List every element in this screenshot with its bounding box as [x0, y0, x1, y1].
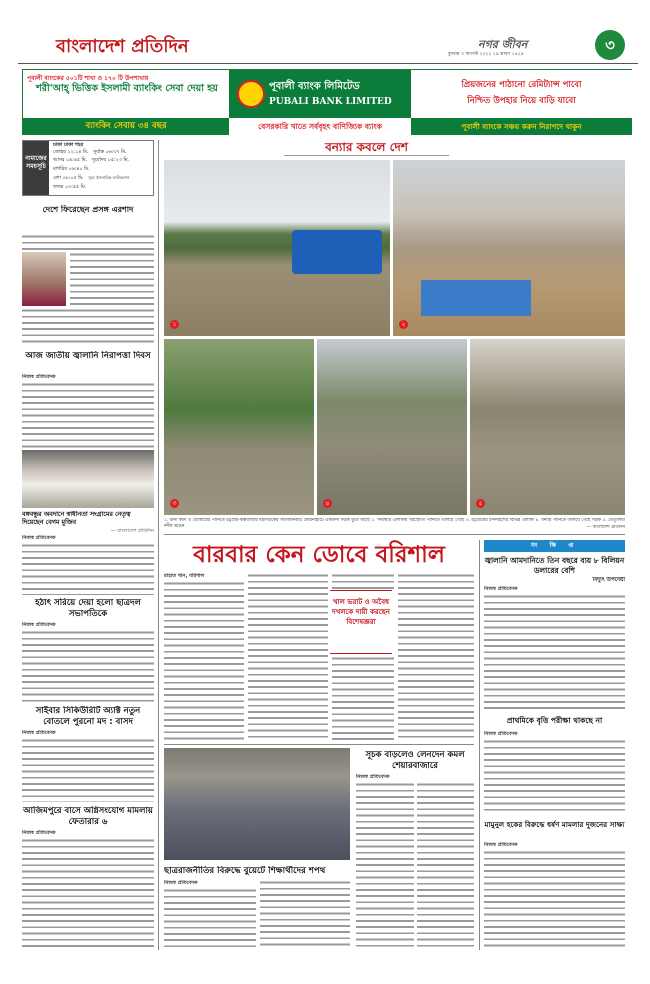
- briefs-letter: সং: [530, 542, 543, 549]
- barishal-col-1: [164, 581, 244, 741]
- prayer-time: ০৬:৪০ মি.: [68, 166, 90, 172]
- story-body: [22, 543, 154, 595]
- ad-left-panel: [23, 70, 229, 118]
- story-portrait: [22, 252, 66, 306]
- story-body: [22, 382, 154, 448]
- prayer-time: ০৮:০৫ মি.: [62, 176, 84, 182]
- roof-shape: [421, 280, 531, 316]
- flood-photo-3[interactable]: [164, 339, 314, 515]
- students-dateline: নিজস্ব প্রতিবেদক: [164, 880, 198, 886]
- prayer-times-box: [22, 140, 154, 196]
- prayer-row: [53, 166, 153, 174]
- prayer-rows: [53, 149, 153, 192]
- flood-photo-5[interactable]: [470, 339, 625, 515]
- prayer-source: সূত্র: ইসলামিক ফাউন্ডেশন: [88, 175, 130, 181]
- students-headline[interactable]: ছাত্ররাজনীতির বিরুদ্ধে বুয়েটে শিক্ষার্থীদের শপথ: [164, 866, 326, 876]
- share-dateline: নিজস্ব প্রতিবেদক: [356, 774, 390, 780]
- flood-photo-1[interactable]: [164, 160, 390, 336]
- briefs-letter: ক্ষি: [549, 542, 562, 549]
- prayer-title: নামাজের সময়সূচি: [23, 141, 49, 195]
- brief-headline[interactable]: মামুনুল হকের বিরুদ্ধে ধর্ষণ মামলার দুজনের সাক্ষ্য: [484, 820, 625, 829]
- story-dateline: নিজস্ব প্রতিবেদক: [22, 535, 56, 541]
- brief-dateline: নিজস্ব প্রতিবেদক: [484, 586, 518, 592]
- photo-number: ১: [170, 320, 179, 329]
- flood-title-box: [284, 138, 449, 156]
- masthead-rule: [18, 63, 638, 64]
- flood-title: বন্যার কবলে দেশ: [325, 140, 408, 154]
- story-body: [22, 308, 154, 346]
- page-number: ৩: [605, 36, 615, 54]
- brief-headline[interactable]: জ্বালানি আমদানিতে তিন বছরে ব্যয় ৮ বিলিয়ন ডলারের বেশি: [484, 556, 625, 575]
- barishal-col-3b: [332, 656, 394, 741]
- ad-right-panel: [411, 70, 632, 118]
- prayer-time: ১২:১৪ মি.: [67, 150, 89, 155]
- flood-photo-2[interactable]: [393, 160, 625, 336]
- prayer-extra-time: ০৫:২৩ মি.: [107, 158, 129, 164]
- barishal-col-4: [398, 573, 474, 741]
- prayer-name: জোহর: [53, 150, 66, 155]
- ad-right-top: প্রিয়জনের পাঠানো রেমিট্যান্স পাবো: [461, 80, 582, 90]
- column-divider: [479, 540, 480, 950]
- ad-center-panel: [229, 70, 411, 118]
- story-dateline: নিজস্ব প্রতিবেদক: [22, 730, 56, 736]
- section-rule: [164, 744, 474, 745]
- briefs-letter: প্ত: [568, 542, 579, 549]
- story-headline[interactable]: আজ জাতীয় জ্বালানি নিরাপত্তা দিবস: [25, 351, 151, 361]
- section-name: নগর জীবন: [478, 38, 528, 51]
- barishal-pullquote-box: [330, 590, 392, 654]
- story-dateline: নিজস্ব প্রতিবেদক: [22, 622, 56, 628]
- photo-number: ২: [399, 320, 408, 329]
- story-body: [70, 252, 154, 306]
- story-dateline: নিজস্ব প্রতিবেদক: [22, 830, 56, 836]
- students-body: [164, 888, 256, 950]
- story-headline[interactable]: দেশে ফিরেছেন প্রসঙ্গ এরশাদ: [42, 205, 134, 214]
- briefs-letters: [484, 540, 625, 552]
- story-body: [22, 738, 154, 802]
- ad-left-bottom: ব্যাংকিং সেবায় ৩৪ বছর: [23, 118, 229, 135]
- prayer-time: ০৪:৪৫ মি.: [65, 158, 88, 164]
- share-body: [417, 782, 474, 950]
- story-photo: [22, 450, 154, 508]
- barishal-pullquote: খাল ভরাট ও অবৈধ দখলকে দায়ী করছেন বিশেষজ্ঞরা: [332, 598, 390, 626]
- ad-brand-bn: পূবালী ব্যাংক লিমিটেড: [269, 81, 360, 92]
- students-photo[interactable]: [164, 748, 350, 860]
- ad-right-mid: নিশ্চিত উপহার নিয়ে বাড়ি যাবো: [467, 96, 576, 106]
- prayer-subtitle: ঢাকা ঢাকা শহর: [53, 142, 84, 148]
- barishal-dateline: রাহাত খান, বরিশাল: [164, 573, 205, 579]
- photo-number: ৩: [170, 499, 179, 508]
- story-headline[interactable]: বঙ্গবন্ধুর অবদানে স্বাধীনতা সংগ্রামের নেতৃত্ব দিয়েছেন বেগম মুজিব: [22, 511, 131, 526]
- masthead-logo[interactable]: বাংলাদেশ প্রতিদিন: [56, 36, 189, 57]
- prayer-time: ০৩:৫৫ মি.: [64, 184, 87, 190]
- brief-dateline: নিজস্ব প্রতিবেদক: [484, 842, 518, 848]
- prayer-name: আসর: [53, 158, 65, 164]
- story-dateline: নিজস্ব প্রতিবেদক: [22, 374, 56, 380]
- prayer-extra: সূর্যাস্ত: [93, 150, 104, 155]
- story-headline[interactable]: আজিমপুরে বাসে অগ্নিসংযোগ মামলায় ফেতারার ৬: [23, 806, 153, 827]
- brief-body: [484, 739, 625, 813]
- story-body: [22, 234, 154, 250]
- prayer-name: মাগরিব: [53, 166, 67, 172]
- ad-left-mid: শরী'আহ্ ভিত্তিক ইসলামী ব্যাংকিং সেবা দেয়া হয়: [36, 83, 218, 94]
- ad-right-bottom: পূবালী ব্যাংকে সঞ্চয় করুন নিরাপদে থাকুন: [411, 118, 632, 135]
- story-body: [22, 630, 154, 704]
- barishal-headline[interactable]: বারবার কেন ডোবে বরিশাল: [193, 542, 445, 568]
- story-headline[interactable]: সাইবার সিকিউরিটি অ্যাক্ট নতুন বোতলে পুরনো মদ : বাসদ: [35, 706, 141, 727]
- brief-dateline: নিজস্ব প্রতিবেদক: [484, 731, 518, 737]
- ad-left-top: পূবালী ব্যাংকের ৫০১টি শাখা ও ১৭০ টি উপশাখায়: [27, 75, 149, 82]
- page-number-badge: [595, 30, 625, 60]
- photo-number: ৫: [476, 499, 485, 508]
- prayer-name: ফজর: [53, 184, 64, 190]
- brief-body: [484, 850, 625, 950]
- story-headline[interactable]: হঠাৎ সরিয়ে দেয়া হলো ছাত্রদল সভাপতিকে: [35, 598, 141, 619]
- prayer-name: এশা: [53, 176, 61, 182]
- pubali-logo-icon: [237, 80, 265, 108]
- flood-photo-4[interactable]: [317, 339, 467, 515]
- pubali-ad[interactable]: [22, 69, 632, 135]
- story-body: [22, 838, 154, 948]
- students-body: [260, 880, 350, 950]
- ad-center-bottom: বেসরকারি খাতে সর্ববৃহৎ বাণিজ্যিক ব্যাংক: [229, 118, 411, 135]
- issue-date: বুধবার ৩ আগস্ট ২০২২ ১৯ শ্রাবণ ১৪২৯: [448, 52, 524, 57]
- prayer-extra-time: ০৬:৩৭ মি.: [105, 150, 127, 155]
- prayer-row: [53, 157, 153, 165]
- ad-brand-en: PUBALI BANK LIMITED: [269, 97, 392, 107]
- barishal-col-2: [248, 573, 328, 741]
- masthead: [18, 30, 638, 64]
- share-headline[interactable]: সূচক বাড়লেও লেনদেন কমল শেয়ারবাজারে: [365, 750, 465, 771]
- brief-byline: বিদ্যুৎ উপদেষ্টা: [592, 577, 625, 583]
- flood-caption: ১. টানা বর্ষণ ও জোয়ারের পানিতে চট্টগ্রাম-কক্সবাজার মহাসড়কের সাতকানিয়ার কেরানীহাটে একটানা সড়ক ডুবে আছে ২. সদরঘাট এলাকায় খরস্রোতা পানিতে তলিয়ে গেছে ৩. চট্টগ্রামের চন্দনাইশের বিভিন্ন এলাকা ৪. বন্যার পানিতে তলিয়ে গেছে সড়ক ৫. তেঁতুলিয়া নদীর ভাঙন: [164, 518, 625, 530]
- bus-shape: [292, 230, 382, 274]
- barishal-col-3: [332, 573, 394, 589]
- story-byline: — বাংলাদেশ প্রতিদিন: [110, 528, 154, 534]
- brief-headline[interactable]: প্রাথমিকে বৃত্তি পরীক্ষা থাকছে না: [506, 716, 603, 725]
- column-divider: [158, 140, 159, 950]
- prayer-extra: সূর্যোদয়: [91, 158, 107, 164]
- prayer-row: [53, 174, 153, 183]
- section-rule: [164, 534, 625, 535]
- flood-credit: — বাংলাদেশ প্রতিদিন: [560, 525, 625, 532]
- share-body: [356, 782, 414, 950]
- briefs-banner: [484, 540, 625, 552]
- brief-body: [484, 594, 625, 710]
- photo-number: ৪: [323, 499, 332, 508]
- prayer-row: [53, 149, 153, 157]
- prayer-row: [53, 184, 153, 192]
